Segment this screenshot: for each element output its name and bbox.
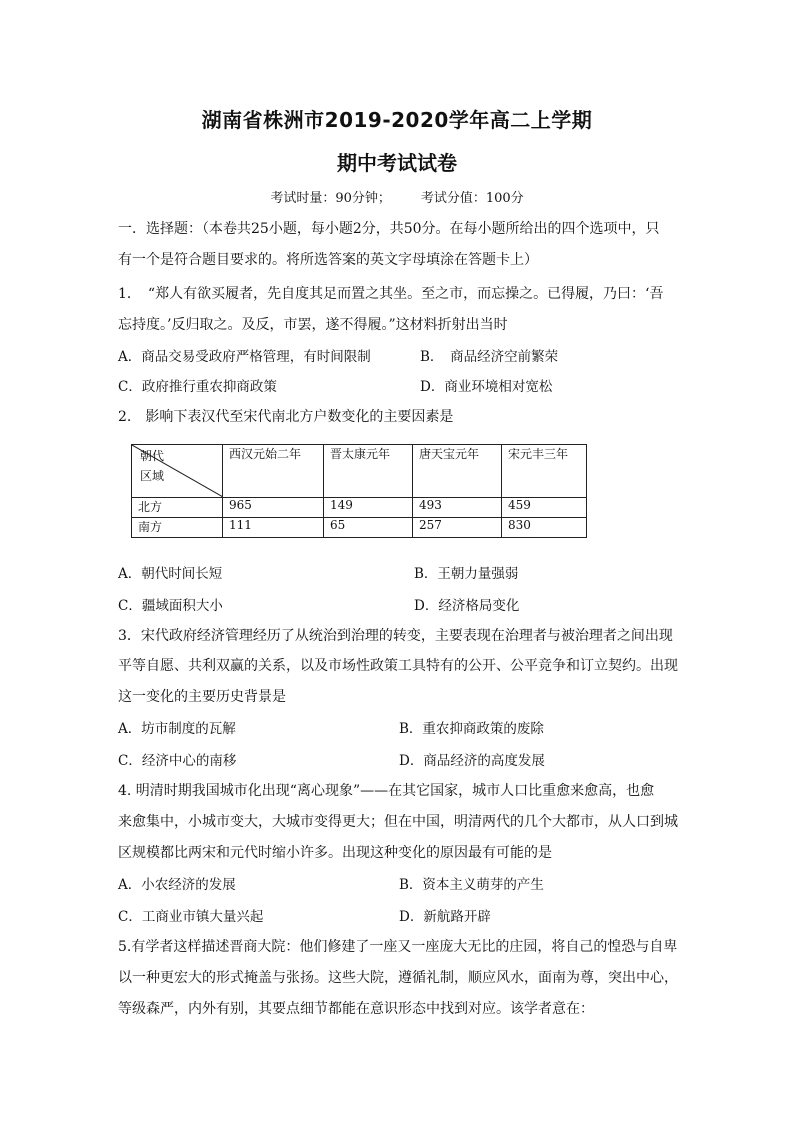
exam-title: 湖南省株洲市2019-2020学年高二上学期: [201, 108, 593, 132]
q1-stem-line1: 1． “郑人有欲买履者，先自度其足而置之其坐。至之市，而忘操之。已得履，乃曰：‘吾: [118, 286, 664, 302]
q4-option-c: C．工商业市镇大量兴起: [118, 909, 264, 925]
q1-option-b: B． 商品经济空前繁荣: [420, 349, 559, 365]
q3-stem-line1: 3．宋代政府经济管理经历了从统治到治理的转变，主要表现在治理者与被治理者之间出现: [118, 628, 673, 644]
q2-option-b: B．王朝力量强弱: [414, 566, 519, 582]
table-row: [132, 518, 587, 538]
q5-stem-line3: 等级森严，内外有别，其要点细节都能在意识形态中找到对应。该学者意在：: [118, 1001, 594, 1017]
table-header-row: [132, 445, 587, 498]
table-row-label: 北方: [132, 498, 223, 518]
table-header-cell: 宋元丰三年: [502, 445, 587, 498]
q1-stem-line2: 忘持度。’反归取之。及反，市罢，遂不得履。”这材料折射出当时: [118, 317, 508, 333]
q1-option-d: D．商业环境相对宽松: [420, 379, 553, 395]
table-cell: 459: [502, 498, 587, 518]
q4-stem-line3: 区规模都比两宋和元代时缩小许多。出现这种变化的原因最有可能的是: [118, 845, 552, 861]
households-table: [131, 444, 587, 538]
q2-option-c: C．疆域面积大小: [118, 598, 223, 614]
q3-stem-line3: 这一变化的主要历史背景是: [118, 689, 286, 705]
table-cell: 111: [223, 518, 324, 538]
q2-stem: 2. 影响下表汉代至宋代南北方户数变化的主要因素是: [118, 409, 454, 425]
q4-option-d: D．新航路开辟: [399, 909, 491, 925]
section-intro-line2: 有一个是符合题目要求的。将所选答案的英文字母填涂在答题卡上）: [118, 252, 538, 268]
table-cell: 493: [413, 498, 502, 518]
exam-info: [0, 187, 794, 206]
section-intro-line1: 一．选择题：（本卷共25小题，每小题2分，共50分。在每小题所给出的四个选项中，只: [118, 221, 660, 237]
q3-option-a: A．坊市制度的瓦解: [118, 721, 236, 737]
table-corner-cell: [132, 445, 223, 498]
table-cell: 830: [502, 518, 587, 538]
corner-region-label: 区域: [140, 469, 165, 483]
q3-option-b: B．重农抑商政策的废除: [399, 721, 544, 737]
table-header-cell: 唐天宝元年: [413, 445, 502, 498]
q4-option-a: A．小农经济的发展: [118, 877, 236, 893]
corner-dynasty-label: 朝代: [140, 449, 165, 463]
table-row-label: 南方: [132, 518, 223, 538]
exam-score: 考试分值：100分: [420, 191, 524, 206]
q5-stem-line1: 5.有学者这样描述晋商大院：他们修建了一座又一座庞大无比的庄园，将自己的惶恐与自卑: [118, 939, 678, 955]
table-cell: 257: [413, 518, 502, 538]
exam-subtitle: 期中考试试卷: [337, 151, 457, 175]
table-header-cell: 西汉元始二年: [223, 445, 324, 498]
q4-stem-line2: 来愈集中，小城市变大，大城市变得更大；但在中国，明清两代的几个大都市，从人口到城: [118, 814, 678, 830]
q3-option-c: C．经济中心的南移: [118, 753, 237, 769]
q5-stem-line2: 以一种更宏大的形式掩盖与张扬。这些大院，遵循礼制，顺应风水，面南为尊，突出中心，: [118, 970, 678, 986]
exam-time: 考试时量：90分钟；: [270, 191, 391, 206]
q3-option-d: D．商品经济的高度发展: [399, 753, 545, 769]
table-header-cell: 晋太康元年: [324, 445, 413, 498]
q2-option-a: A．朝代时间长短: [118, 566, 223, 582]
table-cell: 149: [324, 498, 413, 518]
q3-stem-line2: 平等自愿、共利双赢的关系，以及市场性政策工具特有的公开、公平竞争和订立契约。出现: [118, 658, 678, 674]
table-cell: 65: [324, 518, 413, 538]
q2-option-d: D．经济格局变化: [414, 598, 520, 614]
table-cell: 965: [223, 498, 324, 518]
q4-option-b: B．资本主义萌芽的产生: [399, 877, 544, 893]
q4-stem-line1: 4. 明清时期我国城市化出现“离心现象”——在其它国家，城市人口比重愈来愈高，也愈: [118, 783, 655, 799]
table-row: [132, 498, 587, 518]
q1-option-c: C．政府推行重农抑商政策: [118, 379, 277, 395]
q1-option-a: A．商品交易受政府严格管理，有时间限制: [118, 349, 371, 365]
